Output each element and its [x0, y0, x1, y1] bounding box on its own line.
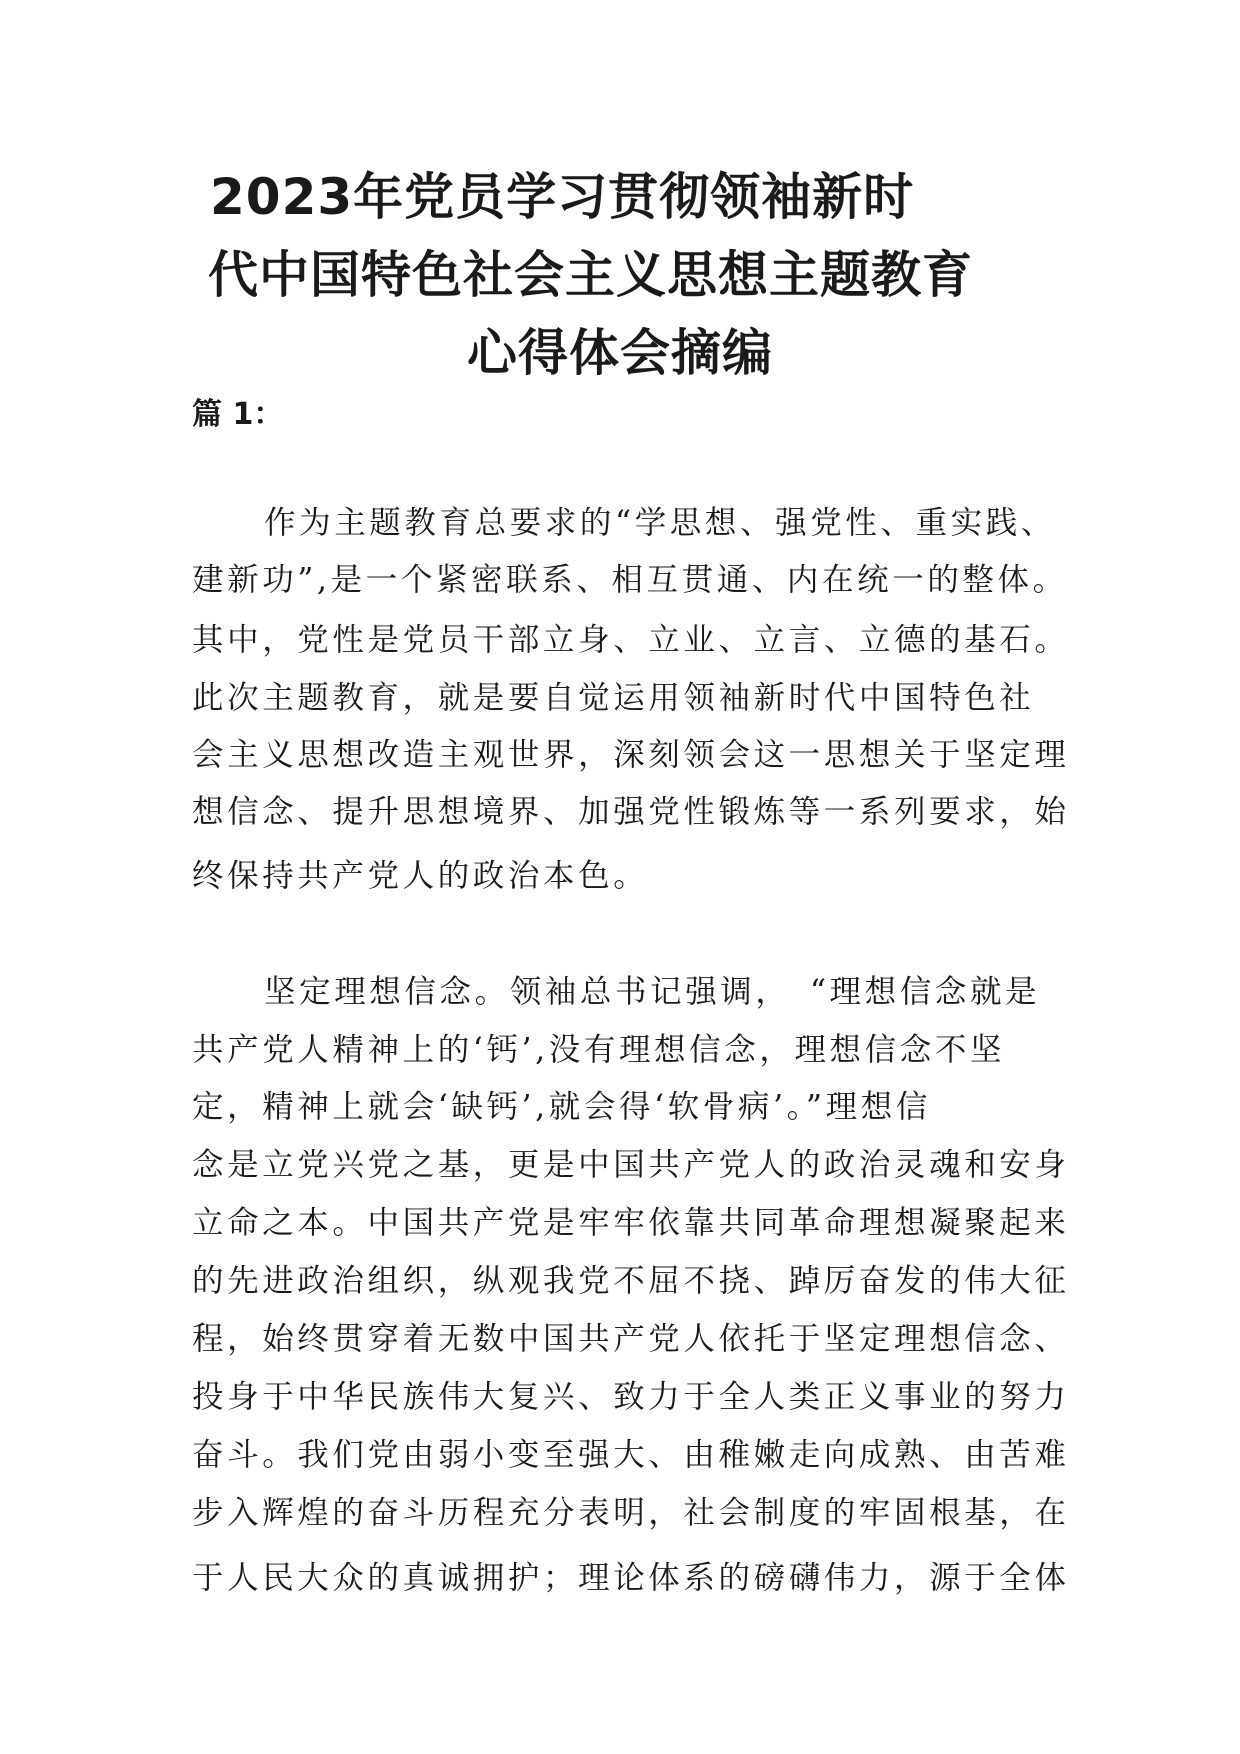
paragraph-2-line: 程，始终贯穿着无数中国共产党人依托于坚定理想信念、: [192, 1321, 1070, 1357]
paragraph-2-line: 立命之本。中国共产党是牢牢依靠共同革命理想凝聚起来: [192, 1205, 1070, 1241]
paragraph-1-line: 建新功”,是一个紧密联系、相互贯通、内在统一的整体。: [192, 562, 1068, 598]
paragraph-1-line: 其中，党性是党员干部立身、立业、立言、立德的基石。: [192, 622, 1070, 658]
paragraph-2-line: 念是立党兴党之基，更是中国共产党人的政治灵魂和安身: [192, 1147, 1070, 1183]
paragraph-2-line: 坚定理想信念。领袖总书记强调， “理想信念就是: [264, 974, 1041, 1010]
paragraph-2-line: 奋斗。我们党由弱小变至强大、由稚嫩走向成熟、由苦难: [192, 1437, 1070, 1473]
paragraph-2-line: 定，精神上就会‘缺钙’,就会得‘软骨病’。”理想信: [192, 1089, 931, 1125]
document-title-line-1: 2023年党员学习贯彻领袖新时: [210, 168, 915, 226]
paragraph-1-line: 此次主题教育，就是要自觉运用领袖新时代中国特色社: [192, 680, 1035, 716]
paragraph-1-line: 会主义思想改造主观世界，深刻领会这一思想关于坚定理: [192, 737, 1070, 773]
paragraph-2-line: 共产党人精神上的‘钙’,没有理想信念，理想信念不坚: [192, 1032, 1006, 1068]
document-title-line-2: 代中国特色社会主义思想主题教育: [208, 246, 973, 304]
paragraph-2-line: 的先进政治组织，纵观我党不屈不挠、踔厉奋发的伟大征: [192, 1263, 1070, 1299]
document-title-line-3: 心得体会摘编: [467, 324, 773, 382]
paragraph-1-line: 终保持共产党人的政治本色。: [192, 858, 649, 894]
paragraph-1-line: 想信念、提升思想境界、加强党性锻炼等一系列要求，始: [192, 794, 1070, 830]
paragraph-2-line: 步入辉煌的奋斗历程充分表明，社会制度的牢固根基，在: [192, 1495, 1070, 1531]
paragraph-2-line: 投身于中华民族伟大复兴、致力于全人类正义事业的努力: [192, 1379, 1070, 1415]
section-label: 篇 1：: [192, 397, 284, 432]
paragraph-2-line: 于人民大众的真诚拥护；理论体系的磅礴伟力，源于全体: [192, 1560, 1070, 1596]
paragraph-1-line: 作为主题教育总要求的“学思想、强党性、重实践、: [264, 505, 1056, 541]
